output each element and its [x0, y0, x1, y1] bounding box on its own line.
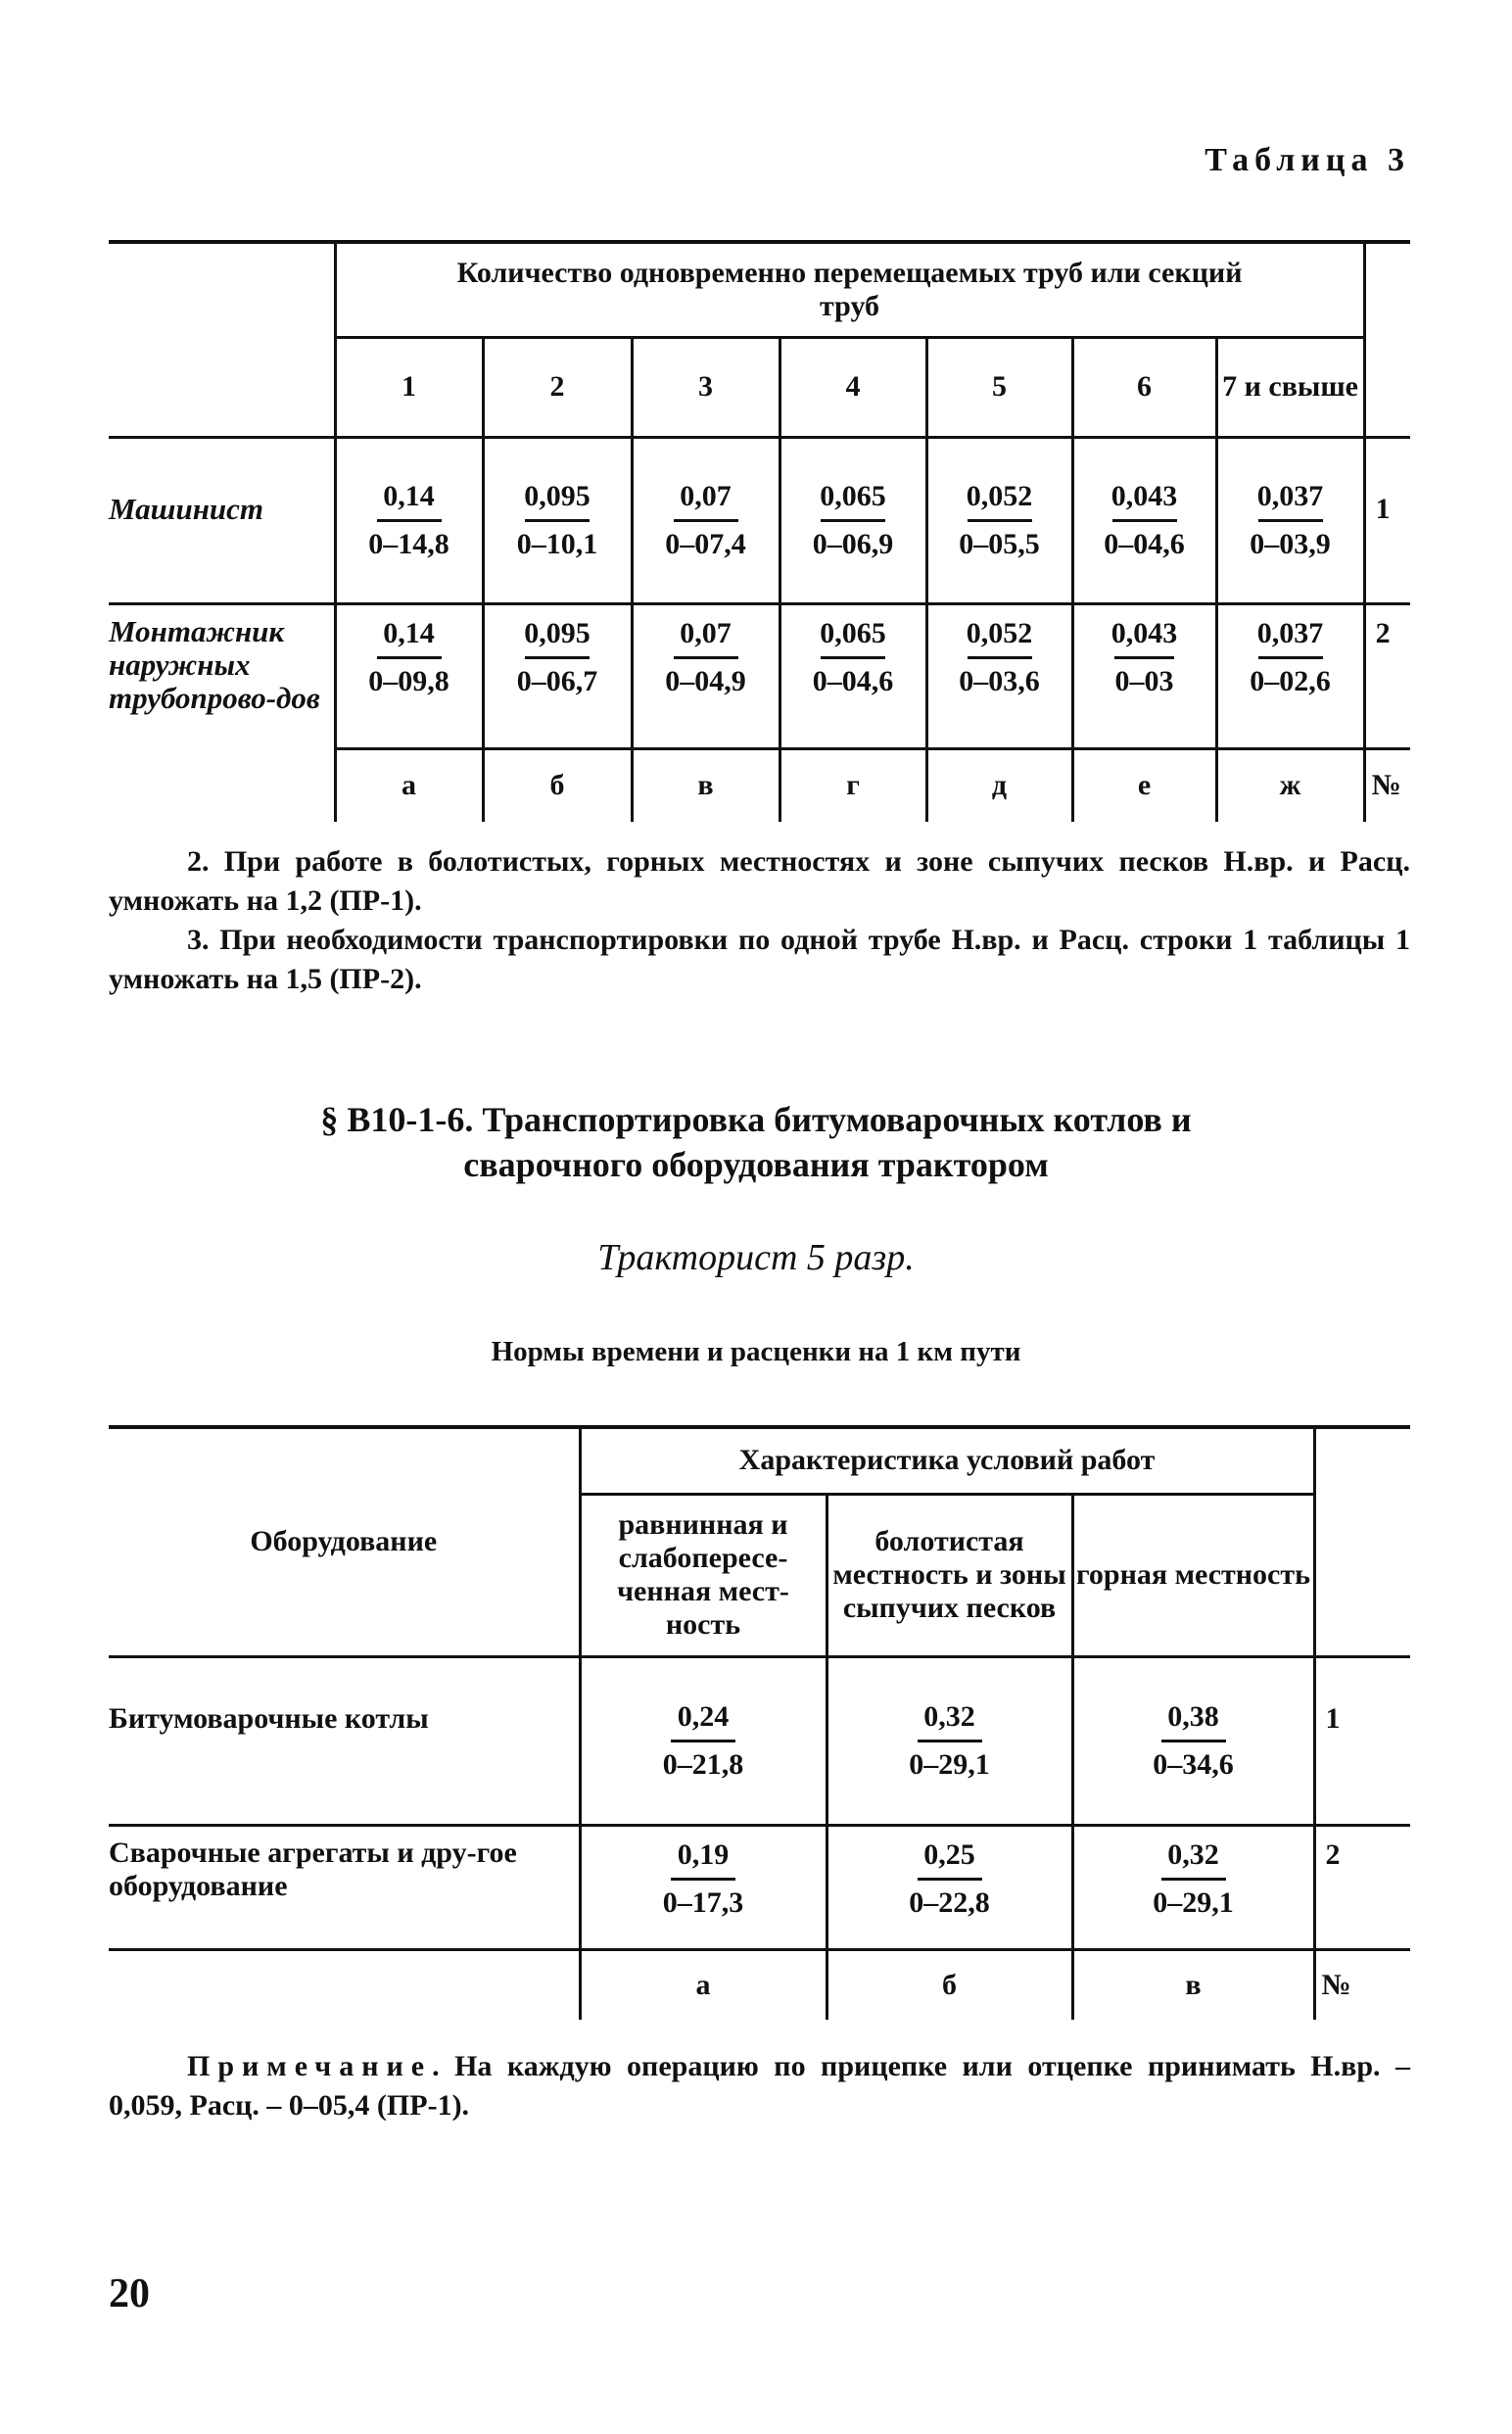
fraction-bar [674, 656, 738, 659]
time-norm: 0,07 [680, 479, 732, 512]
column-letter: а [335, 748, 483, 822]
column-letter: б [827, 1949, 1072, 2020]
time-norm: 0,037 [1256, 479, 1324, 512]
fraction [813, 480, 894, 561]
value-cell [1072, 603, 1216, 748]
row-label: Сварочные агрегаты и дру-гое оборудование [109, 1825, 580, 1949]
value-cell [827, 1656, 1072, 1825]
fraction-bar [918, 1740, 982, 1742]
fraction-bar [1114, 656, 1173, 659]
fraction [517, 480, 598, 561]
column-header: болотистая местность и зоны сыпучих песков [827, 1494, 1072, 1656]
rate: 0–10,1 [516, 527, 598, 560]
rate: 0–05,5 [959, 527, 1040, 560]
group-header: Количество одновременно перемещаемых труб или секций труб [335, 242, 1364, 337]
time-norm: 0,052 [966, 616, 1033, 649]
fraction [1250, 480, 1331, 561]
value-cell [1216, 603, 1364, 748]
column-header: 4 [780, 337, 926, 437]
fraction [1250, 617, 1331, 698]
fraction [909, 1700, 990, 1782]
fraction [959, 617, 1040, 698]
time-norm: 0,19 [677, 1837, 730, 1871]
fraction-bar [674, 519, 738, 522]
time-norm: 0,24 [677, 1699, 730, 1733]
value-cell [1072, 437, 1216, 603]
value-cell [1072, 1825, 1314, 1949]
value-cell [580, 1656, 827, 1825]
fraction [813, 617, 894, 698]
time-norm: 0,052 [966, 479, 1033, 512]
fraction [368, 617, 449, 698]
value-cell [926, 603, 1072, 748]
fraction [959, 480, 1040, 561]
value-cell [335, 437, 483, 603]
heading-line-1: § В10-1-6. Транспортировка битумоварочных котлов и [320, 1100, 1192, 1139]
table-norms [109, 1425, 1410, 2020]
fraction-bar [968, 519, 1032, 522]
value-cell [1072, 1656, 1314, 1825]
number-label: № [1364, 748, 1410, 822]
fraction-bar [1161, 1740, 1226, 1742]
equipment-header: Оборудование [109, 1427, 580, 1656]
fraction-bar [525, 519, 590, 522]
time-norm: 0,25 [923, 1837, 975, 1871]
value-cell [483, 603, 632, 748]
fraction-bar [1258, 656, 1323, 659]
time-norm: 0,043 [1110, 479, 1178, 512]
norms-caption: Нормы времени и расценки на 1 км пути [491, 1336, 1021, 1367]
rate: 0–02,6 [1250, 664, 1331, 697]
fraction [665, 617, 746, 698]
note-2: 2. При работе в болотистых, горных местностях и зоне сыпучих песков Н.вр. и Расц. умножать на 1,2 (ПР-1). [109, 845, 1410, 917]
fraction-bar [821, 519, 885, 522]
rate: 0–21,8 [662, 1747, 744, 1781]
value-cell [780, 437, 926, 603]
value-cell [1216, 437, 1364, 603]
column-letter: ж [1216, 748, 1364, 822]
time-norm: 0,14 [383, 616, 435, 649]
row-label: Монтажник наружных трубопрово-дов [109, 613, 320, 715]
footnote [109, 2047, 1410, 2125]
column-letter: а [580, 1949, 827, 2020]
column-letter: б [483, 748, 632, 822]
time-norm: 0,32 [1167, 1837, 1219, 1871]
rate: 0–04,6 [812, 664, 894, 697]
rate: 0–03,6 [959, 664, 1040, 697]
row-label: Машинист [109, 437, 335, 603]
fraction [663, 1838, 744, 1920]
row-number: 1 [1364, 437, 1410, 603]
value-cell [827, 1825, 1072, 1949]
corner-cell [109, 242, 335, 437]
rate: 0–04,9 [665, 664, 746, 697]
time-norm: 0,043 [1110, 616, 1178, 649]
time-norm: 0,065 [820, 616, 886, 649]
fraction [663, 1700, 744, 1782]
rate: 0–09,8 [368, 664, 449, 697]
rate: 0–07,4 [665, 527, 746, 560]
fraction [368, 480, 449, 561]
fraction-bar [968, 656, 1032, 659]
rate: 0–29,1 [1153, 1885, 1234, 1919]
column-header: горная местность [1072, 1494, 1314, 1656]
empty-cell [109, 1949, 580, 2020]
time-norm: 0,095 [524, 616, 591, 649]
column-header: 7 и свыше [1216, 337, 1364, 437]
value-cell [632, 603, 780, 748]
value-cell [780, 603, 926, 748]
time-norm: 0,037 [1256, 616, 1324, 649]
rate: 0–03 [1114, 664, 1174, 697]
column-header: 6 [1072, 337, 1216, 437]
fraction-bar [918, 1878, 982, 1881]
column-header: 2 [483, 337, 632, 437]
group-header: Характеристика условий работ [580, 1427, 1314, 1494]
section-heading [0, 1097, 1512, 1187]
fraction [665, 480, 746, 561]
column-letter: в [1072, 1949, 1314, 2020]
fraction-bar [1112, 519, 1177, 522]
rate: 0–17,3 [662, 1885, 744, 1919]
heading-line-2: сварочного оборудования трактором [463, 1145, 1049, 1184]
fraction [517, 617, 598, 698]
column-header: равнинная и слабопересе-ченная мест-ность [580, 1494, 827, 1656]
rate: 0–22,8 [909, 1885, 990, 1919]
note-3: 3. При необходимости транспортировки по одной трубе Н.вр. и Расц. строки 1 таблицы 1 умножать на 1,5 (ПР-2). [109, 924, 1410, 995]
fraction-bar [671, 1878, 735, 1881]
fraction-bar [1161, 1878, 1226, 1881]
value-cell [926, 437, 1072, 603]
fraction [1153, 1700, 1234, 1782]
row-label: Битумоварочные котлы [109, 1656, 580, 1825]
rate: 0–06,7 [516, 664, 598, 697]
time-norm: 0,38 [1167, 1699, 1219, 1733]
number-label: № [1314, 1949, 1410, 2020]
fraction-bar [377, 656, 442, 659]
column-header: 1 [335, 337, 483, 437]
row-number: 1 [1314, 1656, 1410, 1825]
column-letter: в [632, 748, 780, 822]
rate: 0–14,8 [368, 527, 449, 560]
value-cell [632, 437, 780, 603]
rate: 0–04,6 [1104, 527, 1185, 560]
column-header: 5 [926, 337, 1072, 437]
value-cell [335, 603, 483, 748]
time-norm: 0,14 [383, 479, 435, 512]
table-3 [109, 240, 1410, 822]
time-norm: 0,095 [524, 479, 591, 512]
fraction-bar [377, 519, 442, 522]
footnote-prefix: Примечание [187, 2050, 433, 2082]
fraction [1108, 617, 1182, 698]
value-cell [483, 437, 632, 603]
time-norm: 0,32 [923, 1699, 975, 1733]
row-number: 2 [1314, 1825, 1410, 1949]
column-header: 3 [632, 337, 780, 437]
rate: 0–29,1 [909, 1747, 990, 1781]
value-cell [580, 1825, 827, 1949]
column-letter: г [780, 748, 926, 822]
time-norm: 0,07 [680, 616, 732, 649]
column-letter: д [926, 748, 1072, 822]
column-letter: е [1072, 748, 1216, 822]
fraction-bar [671, 1740, 735, 1742]
row-number: 2 [1364, 603, 1410, 748]
rate: 0–06,9 [812, 527, 894, 560]
fraction [1104, 480, 1185, 561]
rate: 0–34,6 [1153, 1747, 1234, 1781]
fraction-bar [1258, 519, 1323, 522]
rate: 0–03,9 [1250, 527, 1331, 560]
fraction-bar [821, 656, 885, 659]
page-number: 20 [109, 2271, 150, 2316]
fraction-bar [525, 656, 590, 659]
fraction [1153, 1838, 1234, 1920]
table-title: Таблица 3 [1205, 142, 1410, 178]
worker-grade: Тракторист 5 разр. [597, 1237, 915, 1278]
footnote-text: . На каждую операцию по прицепке или отцепке принимать Н.вр. – 0,059, Расц. – 0–05,4 (ПР-1). [109, 2050, 1410, 2122]
time-norm: 0,065 [820, 479, 886, 512]
fraction [909, 1838, 990, 1920]
